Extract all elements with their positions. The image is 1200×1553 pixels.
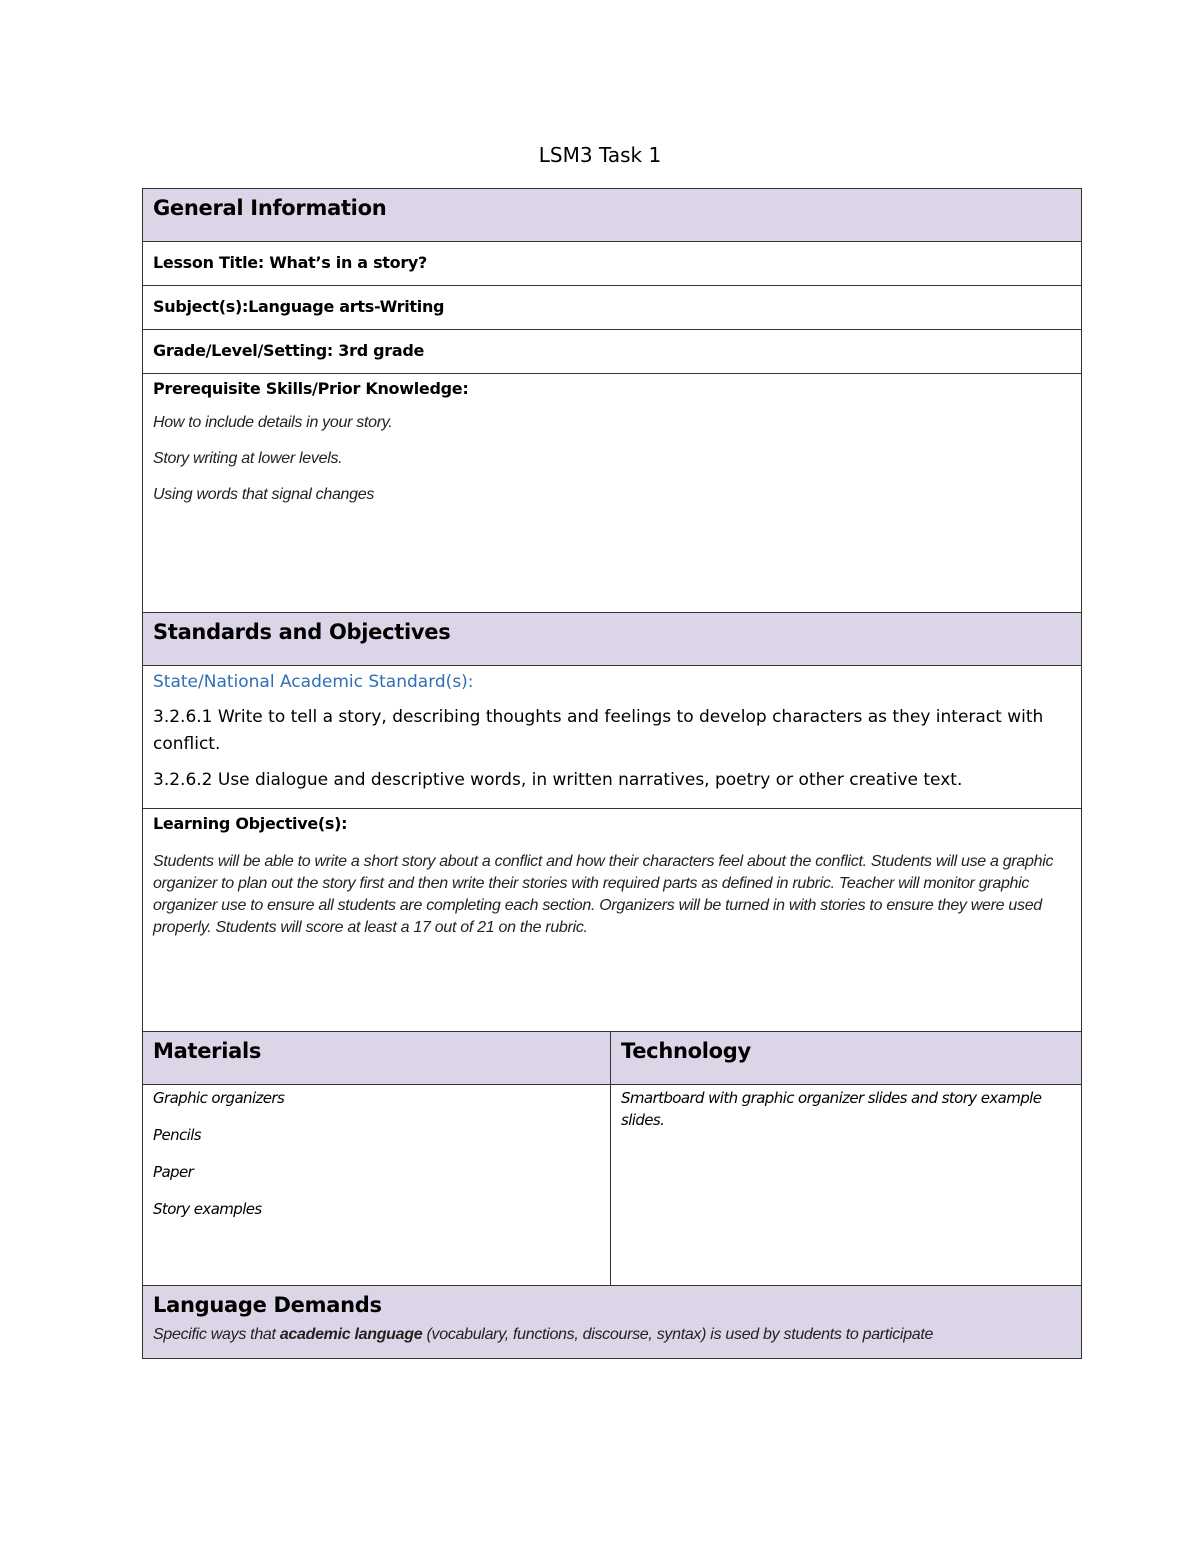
material-item: Story examples bbox=[153, 1200, 262, 1218]
language-text-after: (vocabulary, functions, discourse, syntax) is used by students to participate bbox=[422, 1326, 934, 1343]
materials-technology-header-row bbox=[143, 1032, 1082, 1085]
learning-objective-label: Learning Objective(s): bbox=[153, 814, 348, 833]
grade-level-setting: Grade/Level/Setting: 3rd grade bbox=[153, 341, 425, 360]
technology-header: Technology bbox=[621, 1039, 751, 1063]
material-item: Paper bbox=[153, 1163, 194, 1181]
technology-text: Smartboard with graphic organizer slides and story example slides. bbox=[621, 1089, 1042, 1129]
standard-item: 3.2.6.1 Write to tell a story, describing thoughts and feelings to develop characters as they interact with conflict. bbox=[153, 707, 1044, 754]
lesson-title-row bbox=[143, 242, 1082, 286]
general-information-header-row bbox=[143, 189, 1082, 242]
materials-technology-row bbox=[143, 1085, 1082, 1286]
materials-header: Materials bbox=[153, 1039, 262, 1063]
language-demands-row bbox=[143, 1286, 1082, 1359]
grade-row bbox=[143, 330, 1082, 374]
learning-objective-row bbox=[143, 809, 1082, 1032]
language-demands-header: Language Demands bbox=[153, 1293, 382, 1317]
material-item: Pencils bbox=[153, 1126, 201, 1144]
subjects-row bbox=[143, 286, 1082, 330]
general-information-header: General Information bbox=[153, 196, 387, 220]
standard-label: State/National Academic Standard(s): bbox=[153, 672, 474, 692]
prerequisite-label: Prerequisite Skills/Prior Knowledge: bbox=[153, 379, 469, 398]
material-item: Graphic organizers bbox=[153, 1089, 285, 1107]
materials-list bbox=[143, 1085, 611, 1286]
standards-row bbox=[143, 666, 1082, 809]
subjects: Subject(s):Language arts-Writing bbox=[153, 297, 445, 316]
standard-item: 3.2.6.2 Use dialogue and descriptive words, in written narratives, poetry or other creative text. bbox=[153, 770, 963, 790]
standards-header-row bbox=[143, 613, 1082, 666]
learning-objective-text: Students will be able to write a short story about a conflict and how their characters feel about the conflict. Students will use a graphic organizer to plan out the story first and then write their stories with required parts as defined in rubric. Teacher will monitor graphic organizer use to ensure all students are completing each section. Organizers will be turned in with stories to ensure they were used properly. Students will score at least a 17 out of 21 on the rubric. bbox=[153, 853, 1054, 936]
standards-header: Standards and Objectives bbox=[153, 620, 451, 644]
prerequisite-item: How to include details in your story. bbox=[153, 414, 393, 431]
language-demands-text bbox=[153, 1326, 1071, 1344]
prerequisite-item: Using words that signal changes bbox=[153, 486, 375, 503]
document-title: LSM3 Task 1 bbox=[538, 143, 662, 167]
academic-language-emphasis: academic language bbox=[279, 1326, 423, 1343]
prerequisite-item: Story writing at lower levels. bbox=[153, 450, 343, 467]
lesson-plan-table bbox=[142, 188, 1082, 1359]
language-text-before: Specific ways that bbox=[153, 1326, 280, 1343]
prerequisite-row bbox=[143, 374, 1082, 613]
lesson-title: Lesson Title: What’s in a story? bbox=[153, 253, 428, 272]
